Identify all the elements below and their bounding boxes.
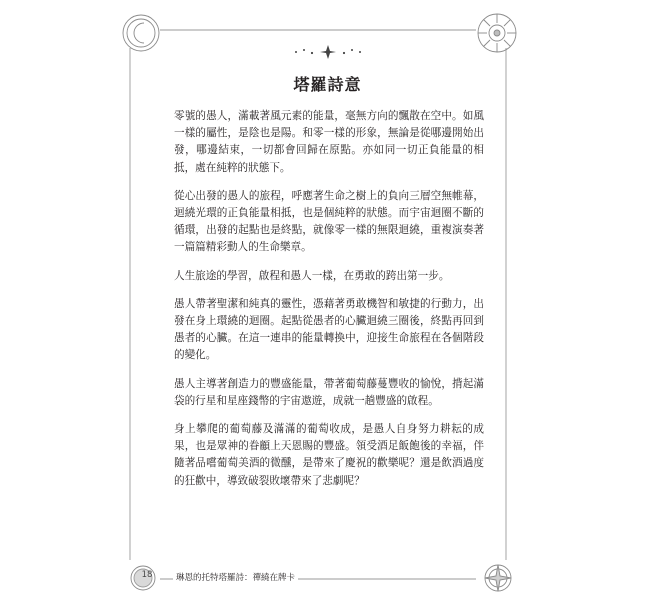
page-number: 18 bbox=[141, 570, 153, 580]
paragraph: 愚人主導著創造力的豐盛能量，帶著葡萄藤蔓豐收的愉悅，揹起滿袋的行星和星座錢幣的宇宙遨遊，成就一趟豐盛的啟程。 bbox=[174, 377, 484, 407]
paragraph: 愚人帶著聖潔和純真的靈性，憑藉著勇敢機智和敏捷的行動力，出發在身上環繞的迴圈。起點從愚者的心臟迴繞三圈後，終點再回到愚者的心臟。在這一連串的能量轉換中，迎接生命旅程在各個階段的變化。 bbox=[174, 297, 484, 362]
paragraph: 身上攀爬的葡萄藤及滿滿的葡萄收成，是愚人自身努力耕耘的成果，也是眾神的眷顧上天恩賜的豐盛。領受酒足飯飽後的幸福，伴隨著品嚐葡萄美酒的微醺，是帶來了慶祝的歡樂呢？還是飲酒過度的狂歡中，導致破裂敗壞帶來了悲劇呢？ bbox=[174, 423, 484, 487]
sun-ornament-icon bbox=[474, 10, 520, 56]
star-ornament-icon bbox=[480, 560, 516, 596]
page-title: 塔羅詩意 bbox=[293, 75, 362, 94]
body-text bbox=[174, 108, 484, 501]
paragraph: 人生旅途的學習，啟程和愚人一樣，在勇敢的跨出第一步。 bbox=[174, 269, 450, 282]
paragraph: 從心出發的愚人的旅程，呼應著生命之樹上的負向三層空無帷幕，迴繞光環的正負能量相抵，也是個純粹的狀態。而宇宙迴圈不斷的循環，出發的起點也是終點，就像零一樣的無限迴繞，重複演奏著一篇篇精彩動人的生命樂章。 bbox=[174, 189, 484, 254]
moon-ornament-icon bbox=[120, 12, 162, 54]
sparkle-divider-icon bbox=[288, 44, 368, 60]
paragraph: 零號的愚人，滿載著風元素的能量，毫無方向的飄散在空中。如風一樣的屬性，是陰也是陽。和零一樣的形象，無論是從哪邊開始出發，哪邊結束，一切都會回歸在原點。亦如同一切正負能量的相抵，處在純粹的狀態下。 bbox=[174, 110, 484, 174]
running-title: 琳恩的托特塔羅詩：禪繞在牌卡 bbox=[173, 571, 298, 583]
